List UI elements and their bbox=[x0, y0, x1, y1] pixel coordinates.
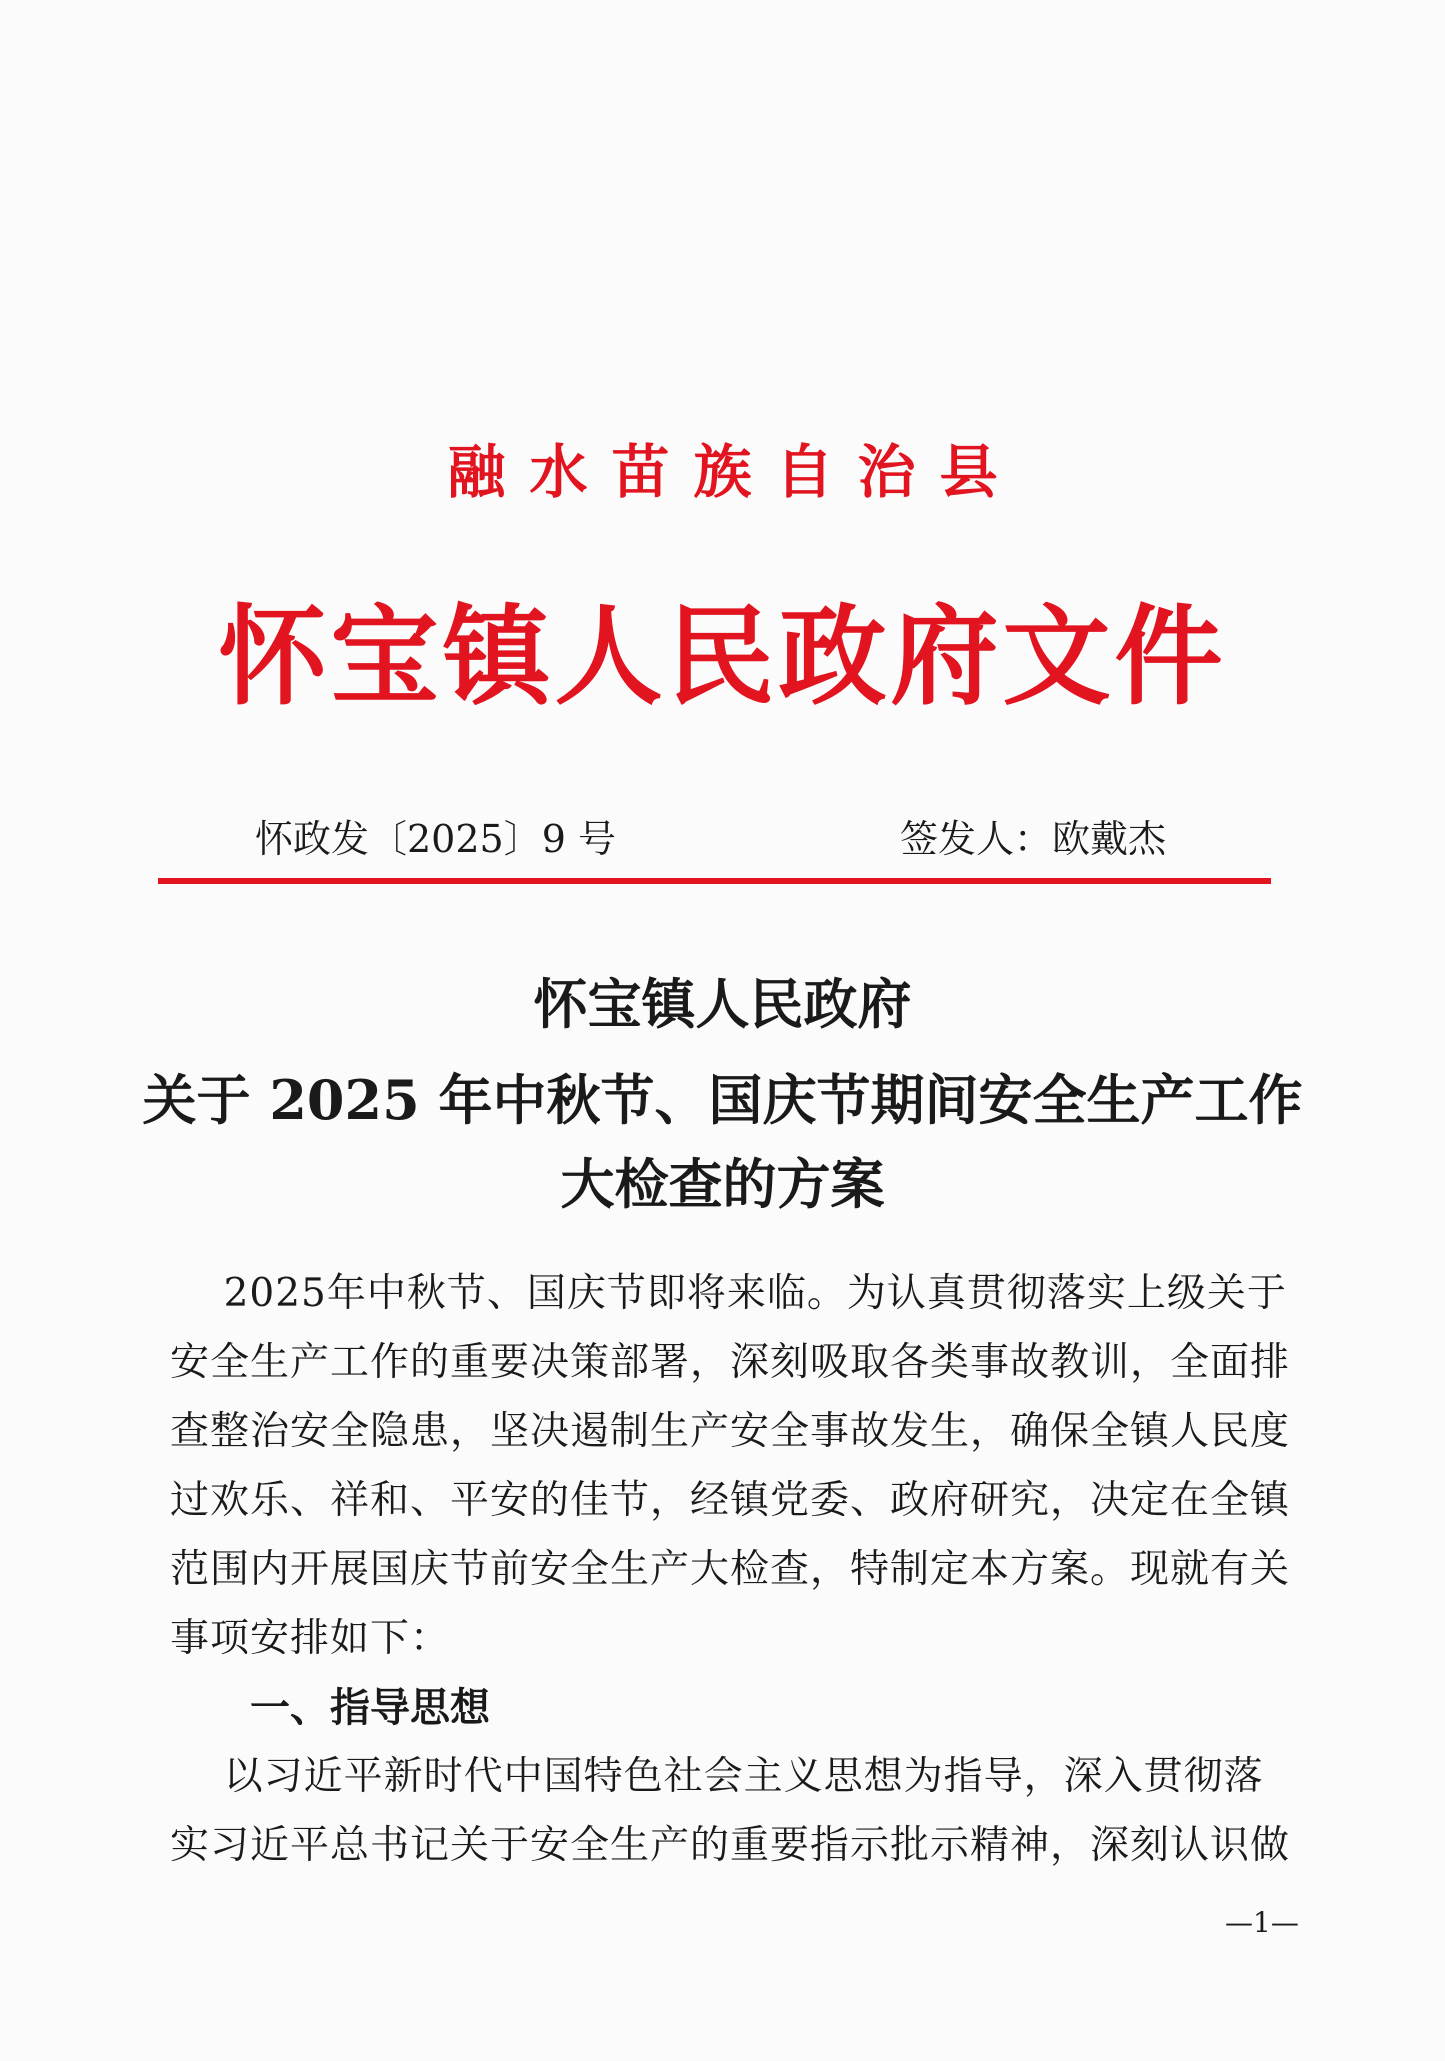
body-paragraph-line: 事项安排如下： bbox=[170, 1616, 451, 1661]
document-number: 怀政发〔2025〕9 号 bbox=[255, 817, 616, 861]
body-paragraph-line: 以习近平新时代中国特色社会主义思想为指导，深入贯彻落 bbox=[170, 1754, 1264, 1799]
issuer-document-header: 怀宝镇人民政府文件 bbox=[218, 594, 1227, 720]
body-paragraph-line: 安全生产工作的重要决策部署，深刻吸取各类事故教训，全面排 bbox=[170, 1340, 1291, 1385]
document-title-line2: 关于 2025 年中秋节、国庆节期间安全生产工作 bbox=[142, 1068, 1303, 1132]
body-paragraph-line: 过欢乐、祥和、平安的佳节，经镇党委、政府研究，决定在全镇 bbox=[170, 1478, 1291, 1523]
section-heading: 一、指导思想 bbox=[250, 1685, 490, 1731]
document-title-line1: 怀宝镇人民政府 bbox=[533, 972, 912, 1036]
body-paragraph-line: 2025年中秋节、国庆节即将来临。为认真贯彻落实上级关于 bbox=[170, 1271, 1287, 1316]
signer: 签发人：欧戴杰 bbox=[900, 817, 1167, 861]
document-title-line3: 大检查的方案 bbox=[560, 1152, 885, 1216]
red-separator-line bbox=[158, 878, 1271, 884]
page-number: —1— bbox=[1225, 1906, 1299, 1939]
body-paragraph-line: 实习近平总书记关于安全生产的重要指示批示精神，深刻认识做 bbox=[170, 1823, 1291, 1868]
body-paragraph-line: 范围内开展国庆节前安全生产大检查，特制定本方案。现就有关 bbox=[170, 1547, 1291, 1592]
issuer-county-name: 融水苗族自治县 bbox=[447, 438, 1022, 506]
body-paragraph-line: 查整治安全隐患，坚决遏制生产安全事故发生，确保全镇人民度 bbox=[170, 1409, 1291, 1454]
